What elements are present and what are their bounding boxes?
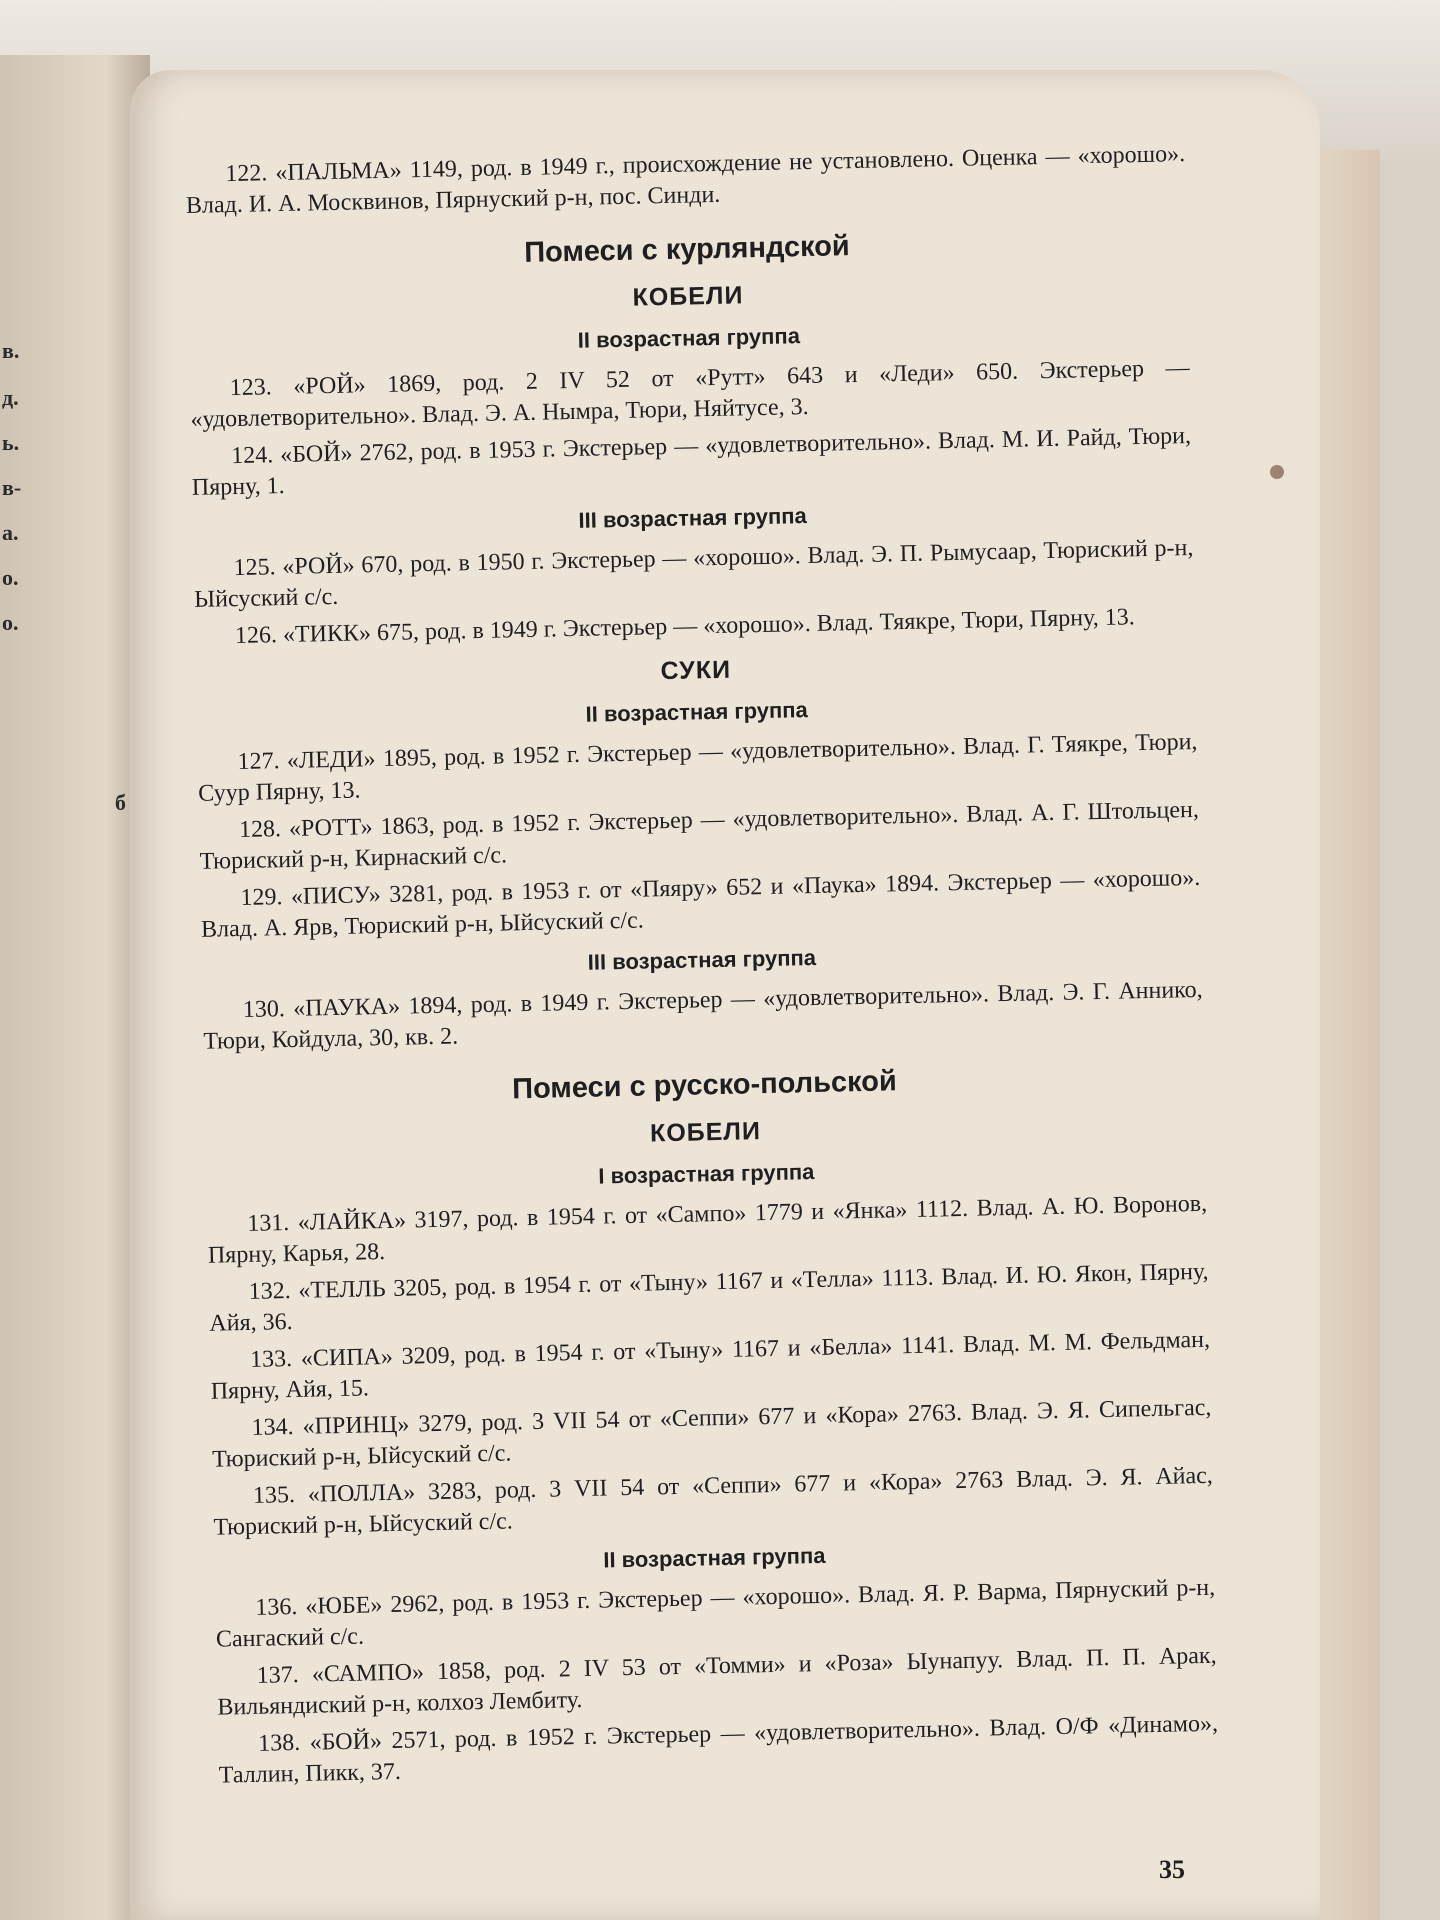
- entry: 129. «ПИСУ» 3281, род. в 1953 г. от «Пяяру» 652 и «Паука» 1894. Экстерьер — «хорошо». Влад. А. Ярв, Тюриский р-н, Ыйсуский с/с.: [200, 864, 1201, 943]
- entry: 128. «РОТТ» 1863, род. в 1952 г. Экстерьер — «удовлетворительно». Влад. А. Г. Штольцен, Тюриский р-н, Кирнаский с/с.: [199, 796, 1200, 875]
- age-group-heading: II возрастная группа: [603, 1542, 826, 1573]
- left-page-fragment: а.: [2, 520, 19, 545]
- age-group-heading: I возрастная группа: [598, 1159, 815, 1189]
- age-group-heading: III возрастная группа: [587, 944, 817, 975]
- left-page-fragment: д.: [2, 385, 19, 410]
- sex-heading: КОБЕЛИ: [649, 1117, 762, 1148]
- entry: 130. «ПАУКА» 1894, род. в 1949 г. Экстерьер — «удовлетворительно». Влад. Э. Г. Аннико, Тюри, Койдула, 30, кв. 2.: [203, 976, 1203, 1055]
- left-page-fragment: в-: [2, 475, 22, 500]
- entry: 127. «ЛЕДИ» 1895, род. в 1952 г. Экстерьер — «удовлетворительно». Влад. Г. Тяякре, Тюри, Суур Пярну, 13.: [198, 728, 1198, 807]
- age-group-heading: II возрастная группа: [577, 323, 801, 353]
- age-group-heading: II возрастная группа: [585, 697, 808, 727]
- entry: 126. «ТИКК» 675, род. в 1949 г. Экстерьер — «хорошо». Влад. Тяякре, Тюри, Пярну, 13.: [234, 604, 1135, 650]
- entry: 133. «СИПА» 3209, род. в 1954 г. от «Тыну» 1167 и «Белла» 1141. Влад. М. М. Фельдман, Пярну, Айя, 15.: [210, 1326, 1211, 1405]
- entry: 136. «ЮБЕ» 2962, род. в 1953 г. Экстерьер — «хорошо». Влад. Я. Р. Варма, Пярнуский р-н, Сангаский с/с.: [215, 1574, 1216, 1653]
- left-page-edge: [0, 55, 150, 1920]
- entry: 123. «РОЙ» 1869, род. 2 IV 52 от «Рутт» 643 и «Леди» 650. Экстерьер — «удовлетворительно». Влад. Э. А. Нымра, Тюри, Няйтусе, 3.: [190, 355, 1190, 433]
- page-number: 35: [1159, 1855, 1185, 1884]
- section-title: Помеси с курляндской: [523, 230, 851, 269]
- entry: 125. «РОЙ» 670, род. в 1950 г. Экстерьер — «хорошо». Влад. Э. П. Рымусаар, Тюриский р-н, Ыйсуский с/с.: [193, 534, 1194, 613]
- sex-heading: СУКИ: [660, 655, 732, 686]
- left-page-fragment: о.: [2, 565, 19, 590]
- left-page-fragment: о.: [2, 610, 19, 635]
- entry: 137. «САМПО» 1858, род. 2 IV 53 от «Томми» и «Роза» Ыунапуу. Влад. П. П. Арак, Вильяндиский р-н, колхоз Лембиту.: [217, 1642, 1217, 1721]
- entry: 132. «ТЕЛЛЬ 3205, род. в 1954 г. от «Тыну» 1167 и «Телла» 1113. Влад. И. Ю. Якон, Пярну, Айя, 36.: [209, 1258, 1209, 1337]
- section-title: Помеси с русско-польской: [511, 1065, 898, 1106]
- book-page: [130, 70, 1320, 1920]
- left-page-fragment: ь.: [2, 430, 20, 455]
- page-text: [185, 139, 1219, 1798]
- age-group-heading: III возрастная группа: [578, 503, 807, 533]
- entry: 131. «ЛАЙКА» 3197, род. в 1954 г. от «Сампо» 1779 и «Янка» 1112. Влад. А. Ю. Воронов, Пярну, Карья, 28.: [207, 1190, 1208, 1269]
- entry: 134. «ПРИНЦ» 3279, род. 3 VII 54 от «Сеппи» 677 и «Кора» 2763. Влад. Э. Я. Сипельгас, Тюриский р-н, Ыйсуский с/с.: [211, 1394, 1212, 1473]
- entry: 122. «ПАЛЬМА» 1149, род. в 1949 г., происхождение не установлено. Оценка — «хорошо». Влад. И. А. Москвинов, Пярнуский р-н, пос. Синди.: [185, 141, 1186, 219]
- sex-heading: КОБЕЛИ: [632, 281, 744, 312]
- entry: 135. «ПОЛЛА» 3283, род. 3 VII 54 от «Сеппи» 677 и «Кора» 2763 Влад. Э. Я. Айас, Тюриский р-н, Ыйсуский с/с.: [213, 1462, 1214, 1541]
- left-page-fragment: в.: [2, 338, 20, 363]
- entry: 138. «БОЙ» 2571, род. в 1952 г. Экстерьер — «удовлетворительно». Влад. О/Ф «Динамо», Таллин, Пикк, 37.: [218, 1710, 1219, 1789]
- left-page-fragment: б: [115, 790, 126, 815]
- stain-mark: [1270, 465, 1284, 479]
- entry: 124. «БОЙ» 2762, род. в 1953 г. Экстерьер — «удовлетворительно». Влад. М. И. Райд, Тюри, Пярну, 1.: [191, 422, 1192, 501]
